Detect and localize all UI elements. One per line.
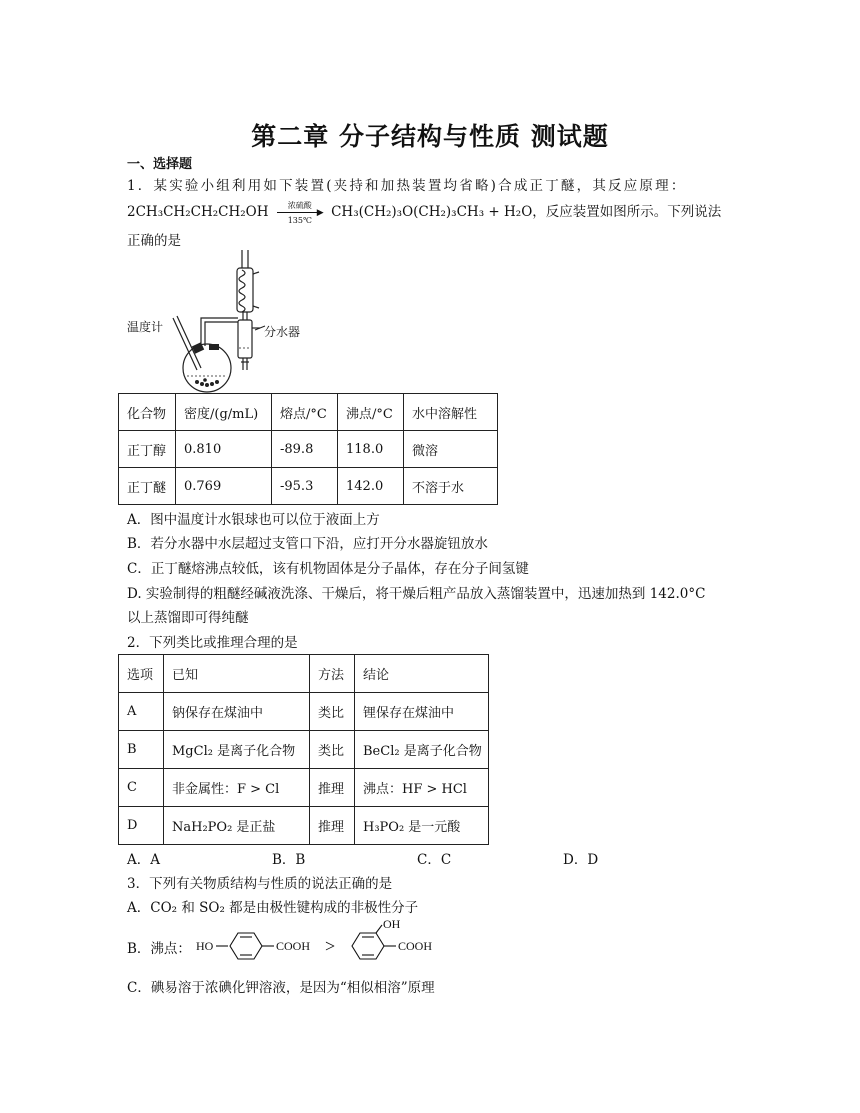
q2-answer-b: B．B [272,852,306,868]
q1-option-c: C．正丁醚熔沸点较低，该有机物固体是分子晶体，存在分子间氢键 [127,561,529,577]
table-cell: BeCl₂ 是离子化合物 [355,731,489,769]
table-cell: 正丁醚 [119,468,176,505]
reaction-arrow: 浓硫酸 ▶ 135℃ [275,203,325,223]
table-cell: 推理 [310,769,355,807]
q1-product: CH₃(CH₂)₃O(CH₂)₃CH₃ + H₂O [331,204,533,220]
table-header-cell: 熔点/°C [272,394,338,431]
table-cell: 推理 [310,807,355,845]
table-row [119,807,489,845]
table-cell: H₃PO₂ 是一元酸 [355,807,489,845]
q2-answer-d: D．D [563,852,599,868]
table-header-cell: 沸点/°C [338,394,404,431]
table-cell: 不溶于水 [404,468,498,505]
q3-left-cooh: COOH [276,939,311,953]
table-header-cell: 化合物 [119,394,176,431]
table-cell: 钠保存在煤油中 [164,693,310,731]
q3-right-oh: OH [383,917,401,931]
q2-answer-a: A．A [127,852,160,868]
q1-reactant: 2CH₃CH₂CH₂CH₂OH [127,204,269,220]
table-cell: C [119,769,164,807]
q1-option-d-line2: 以上蒸馏即可得纯醚 [127,610,249,626]
q1-option-a: A．图中温度计水银球也可以位于液面上方 [127,512,380,528]
q3-stem: 3．下列有关物质结构与性质的说法正确的是 [127,876,393,892]
q2-stem: 2．下列类比或推理合理的是 [127,635,298,651]
q1-option-d-line1: D. 实验制得的粗醚经碱液洗涤、干燥后，将干燥后粗产品放入蒸馏装置中，迅速加热到 142.0°C [127,586,706,602]
table-row [119,769,489,807]
table-cell: -95.3 [272,468,338,505]
table-header-cell: 已知 [164,655,310,693]
q2-table [118,654,489,845]
table-row [119,693,489,731]
q3-option-c: C．碘易溶于浓碘化钾溶液，是因为“相似相溶”原理 [127,980,435,996]
q3-option-b-prefix: B．沸点： [127,941,191,957]
separator-label: 分水器 [264,325,301,339]
table-cell: D [119,807,164,845]
table-cell: MgCl₂ 是离子化合物 [164,731,310,769]
q1-stem-line2-tail: ，反应装置如图所示。下列说法 [532,204,722,220]
catalyst-label: 浓硫酸 [287,200,312,210]
table-cell: 沸点：HF > HCl [355,769,489,807]
table-cell: 0.769 [176,468,272,505]
table-header-cell: 选项 [119,655,164,693]
temperature-label: 135℃ [287,215,312,225]
table-header-cell: 水中溶解性 [404,394,498,431]
table-cell: A [119,693,164,731]
q3-right-cooh: COOH [398,939,433,953]
table-cell: 类比 [310,731,355,769]
table-header-row [119,655,489,693]
table-cell: NaH₂PO₂ 是正盐 [164,807,310,845]
q1-stem-line3: 正确的是 [127,233,181,249]
table-cell: 微溶 [404,431,498,468]
q1-option-b: B．若分水器中水层超过支管口下沿，应打开分水器旋钮放水 [127,536,488,552]
table-row [119,431,498,468]
thermometer-label: 温度计 [127,320,164,334]
table-cell: 0.810 [176,431,272,468]
table-row [119,731,489,769]
table-cell: B [119,731,164,769]
table-header-row [119,394,498,431]
table-header-cell: 方法 [310,655,355,693]
table-cell: 类比 [310,693,355,731]
q2-answer-c: C．C [417,852,452,868]
table-cell: 142.0 [338,468,404,505]
section-heading: 一、选择题 [127,157,193,172]
table-header-cell: 结论 [355,655,489,693]
q1-equation-line [127,200,721,223]
q3-option-a: A．CO₂ 和 SO₂ 都是由极性键构成的非极性分子 [127,900,419,916]
q3-left-ho: HO [196,939,214,953]
table-cell: 锂保存在煤油中 [355,693,489,731]
table-cell: 118.0 [338,431,404,468]
table-cell: 非金属性：F > Cl [164,769,310,807]
q1-stem-line1: 1．某实验小组利用如下装置(夹持和加热装置均省略)合成正丁醚，其反应原理： [127,178,687,194]
svg-text:>: > [325,936,336,956]
page-title: 第二章 分子结构与性质 测试题 [251,122,609,151]
table-cell: -89.8 [272,431,338,468]
q1-properties-table [118,393,498,505]
table-header-cell: 密度/(g/mL) [176,394,272,431]
table-cell: 正丁醇 [119,431,176,468]
table-row [119,468,498,505]
